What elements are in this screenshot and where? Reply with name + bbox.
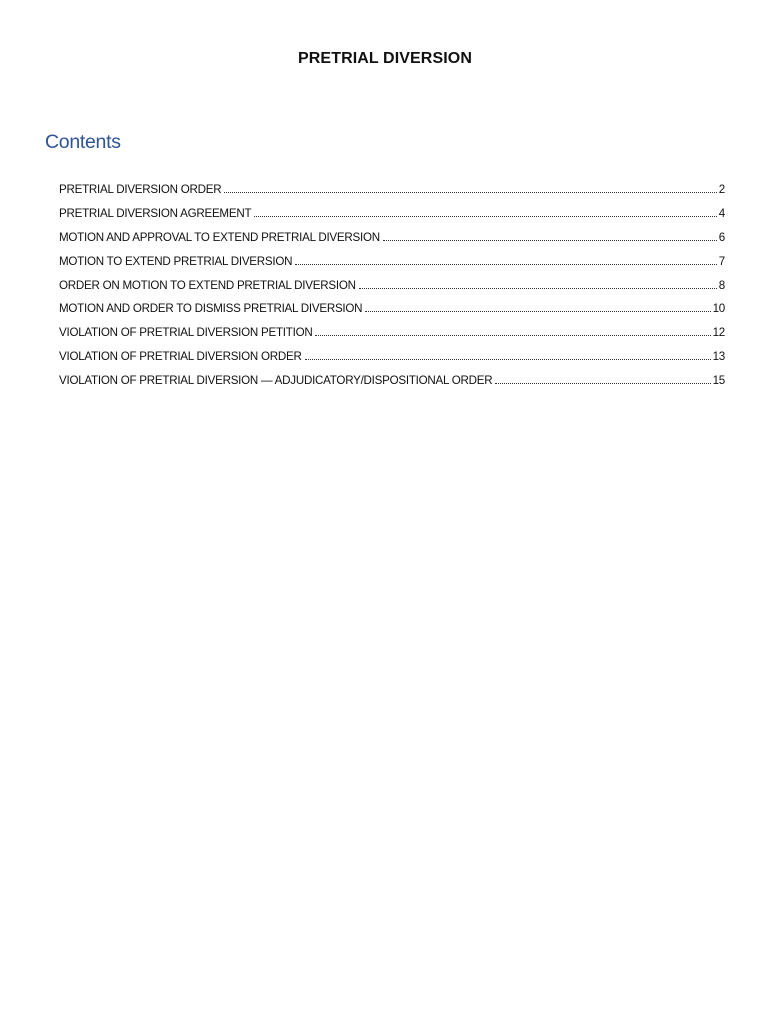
toc-entry-label: MOTION AND ORDER TO DISMISS PRETRIAL DIVERSION xyxy=(59,302,363,316)
toc-entry[interactable] xyxy=(59,371,725,395)
toc-entry-label: VIOLATION OF PRETRIAL DIVERSION PETITION xyxy=(59,326,313,340)
toc-entry[interactable] xyxy=(59,276,725,300)
toc-entry-page: 8 xyxy=(718,278,725,292)
dot-leader xyxy=(305,347,711,360)
toc-entry[interactable] xyxy=(59,180,725,204)
toc-entry-label: MOTION AND APPROVAL TO EXTEND PRETRIAL DIVERSION xyxy=(59,230,380,244)
table-of-contents xyxy=(59,180,725,395)
dot-leader xyxy=(315,323,710,336)
dot-leader xyxy=(254,204,717,217)
toc-entry[interactable] xyxy=(59,204,725,228)
toc-entry-label: ORDER ON MOTION TO EXTEND PRETRIAL DIVERSION xyxy=(59,278,356,292)
toc-entry-page: 10 xyxy=(712,302,725,316)
dot-leader xyxy=(383,228,717,241)
toc-entry-label: PRETRIAL DIVERSION ORDER xyxy=(59,183,222,196)
dot-leader xyxy=(295,252,717,265)
toc-entry-label: MOTION TO EXTEND PRETRIAL DIVERSION xyxy=(59,254,293,268)
document-title: PRETRIAL DIVERSION xyxy=(298,50,472,67)
toc-entry-label: VIOLATION OF PRETRIAL DIVERSION ORDER xyxy=(59,350,302,364)
toc-entry-label: VIOLATION OF PRETRIAL DIVERSION — ADJUDICATORY/DISPOSITIONAL ORDER xyxy=(59,374,493,388)
toc-entry[interactable] xyxy=(59,323,725,347)
toc-entry[interactable] xyxy=(59,228,725,252)
toc-heading: Contents xyxy=(45,131,121,153)
toc-entry[interactable] xyxy=(59,252,725,276)
toc-entry[interactable] xyxy=(59,347,725,371)
toc-entry-page: 6 xyxy=(718,230,725,244)
dot-leader xyxy=(224,180,716,193)
toc-entry-page: 12 xyxy=(712,326,725,340)
dot-leader xyxy=(365,299,710,312)
toc-entry-page: 15 xyxy=(712,374,725,388)
toc-entry-page: 7 xyxy=(718,254,725,268)
toc-entry[interactable] xyxy=(59,299,725,323)
toc-entry-page: 2 xyxy=(718,183,725,196)
toc-entry-page: 13 xyxy=(712,350,725,364)
toc-entry-label: PRETRIAL DIVERSION AGREEMENT xyxy=(59,206,252,220)
dot-leader xyxy=(359,276,717,289)
toc-entry-page: 4 xyxy=(718,206,725,220)
dot-leader xyxy=(495,371,710,384)
